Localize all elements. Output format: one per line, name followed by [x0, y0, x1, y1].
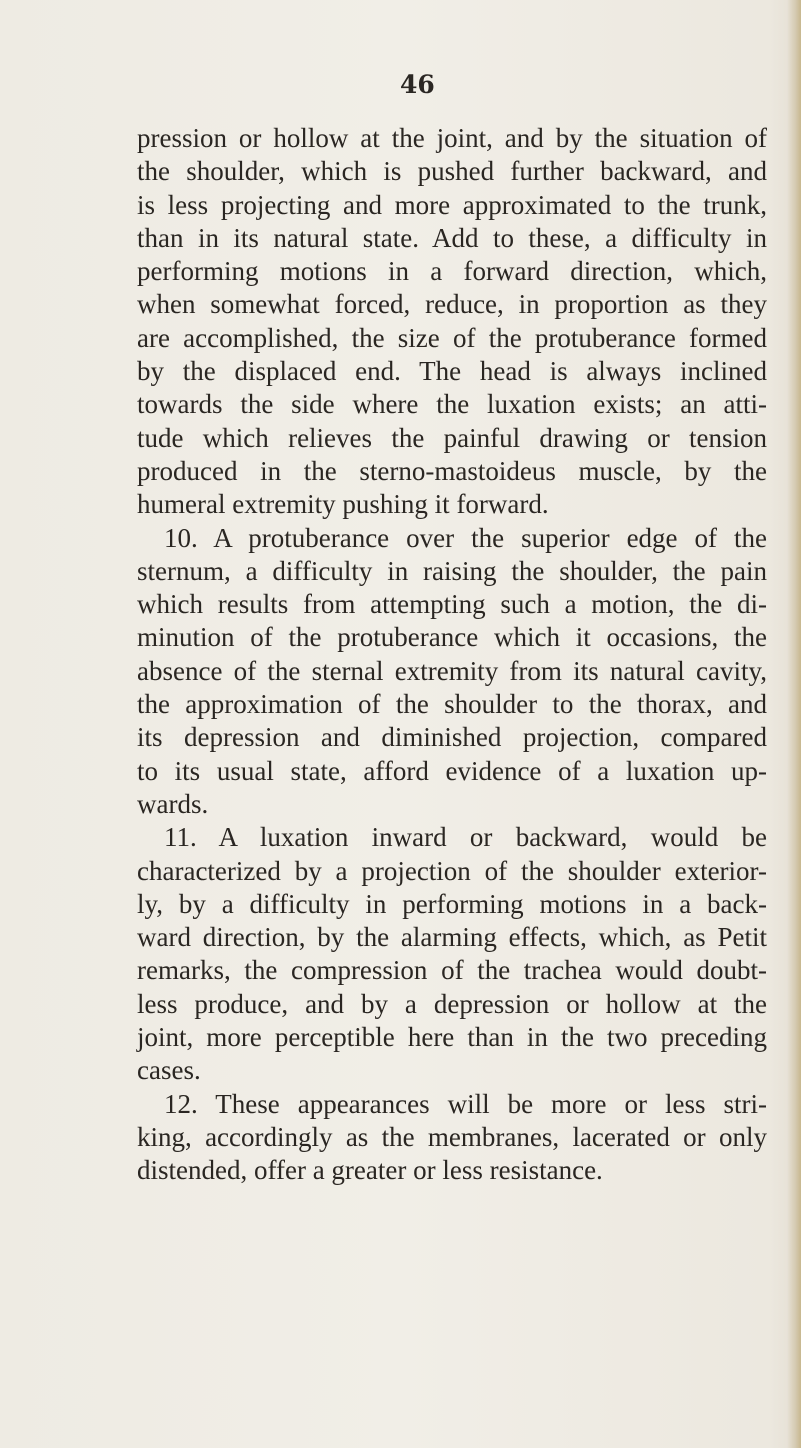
text-line: than in its natural state. Add to these, a difficulty in	[137, 222, 767, 253]
text-line: characterized by a projection of the shoulder exterior-	[137, 855, 767, 886]
text-line: 12. These appearances will be more or less stri-	[164, 1088, 767, 1119]
text-line: joint, more perceptible here than in the two preceding	[137, 1022, 767, 1053]
page-number: 46	[400, 70, 435, 99]
body-text	[137, 122, 767, 1188]
text-line: absence of the sternal extremity from its natural cavity,	[137, 655, 767, 686]
text-line: humeral extremity pushing it forward.	[137, 489, 549, 520]
text-line: to its usual state, afford evidence of a luxation up-	[137, 755, 767, 786]
text-line: tude which relieves the painful drawing or tension	[137, 422, 767, 453]
text-line: its depression and diminished projection, compared	[137, 722, 767, 753]
text-line: ly, by a difficulty in performing motions in a back-	[137, 888, 767, 919]
text-line: which results from attempting such a motion, the di-	[137, 589, 767, 620]
text-line: 11. A luxation inward or backward, would be	[164, 822, 767, 853]
text-line: remarks, the compression of the trachea would doubt-	[137, 955, 767, 986]
text-line: when somewhat forced, reduce, in proportion as they	[137, 289, 767, 320]
text-line: 10. A protuberance over the superior edge of the	[164, 522, 767, 553]
text-line: the shoulder, which is pushed further backward, and	[137, 156, 767, 187]
text-line: minution of the protuberance which it occasions, the	[137, 622, 767, 653]
page-edge-shadow	[787, 0, 801, 1448]
text-line: distended, offer a greater or less resistance.	[137, 1155, 603, 1186]
text-line: is less projecting and more approximated to the trunk,	[137, 189, 767, 220]
text-line: the approximation of the shoulder to the thorax, and	[137, 689, 767, 720]
text-line: by the displaced end. The head is always inclined	[137, 356, 767, 387]
text-line: produced in the sterno-mastoideus muscle, by the	[137, 455, 767, 486]
text-line: performing motions in a forward direction, which,	[137, 256, 767, 287]
text-line: less produce, and by a depression or hollow at the	[137, 988, 767, 1019]
text-line: wards.	[137, 788, 209, 819]
text-line: ward direction, by the alarming effects, which, as Petit	[137, 922, 767, 953]
text-line: king, accordingly as the membranes, lacerated or only	[137, 1121, 767, 1152]
text-line: are accomplished, the size of the protuberance formed	[137, 322, 767, 353]
text-line: pression or hollow at the joint, and by the situation of	[137, 123, 767, 153]
text-line: sternum, a difficulty in raising the shoulder, the pain	[137, 555, 767, 586]
text-line: towards the side where the luxation exists; an atti-	[137, 389, 767, 420]
text-line: cases.	[137, 1055, 201, 1086]
